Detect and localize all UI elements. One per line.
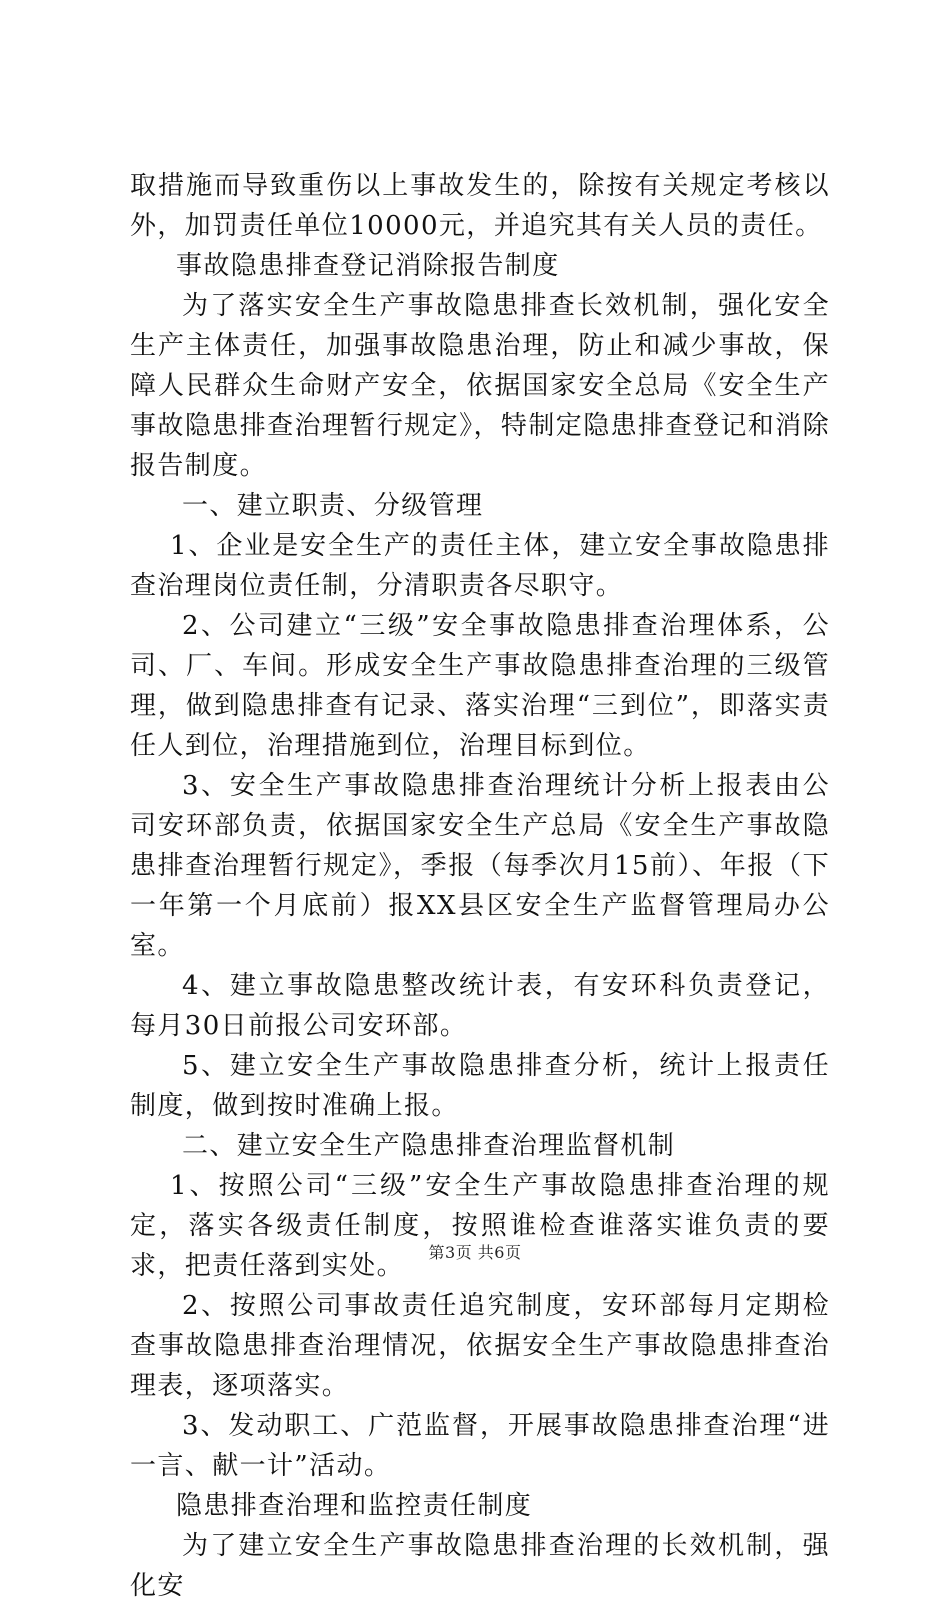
section-heading: 隐患排查治理和监控责任制度 <box>176 1491 533 1521</box>
subsection-heading: 二、建立安全生产隐患排查治理监督机制 <box>182 1131 676 1161</box>
list-item: 2、按照公司事故责任追究制度，安环部每月定期检查事故隐患排查治理情况，依据安全生产事故隐患排查治理表，逐项落实。 <box>130 1291 830 1401</box>
list-item: 4、建立事故隐患整改统计表，有安环科负责登记，每月30日前报公司安环部。 <box>130 971 830 1041</box>
list-item: 1、按照公司“三级”安全生产事故隐患排查治理的规定，落实各级责任制度，按照谁检查谁落实谁负责的要求，把责任落到实处。 <box>130 1171 830 1281</box>
document-body <box>130 166 830 1606</box>
paragraph: 为了落实安全生产事故隐患排查长效机制，强化安全生产主体责任，加强事故隐患治理，防止和减少事故，保障人民群众生命财产安全，依据国家安全总局《安全生产事故隐患排查治理暂行规定》，特制定隐患排查登记和消除报告制度。 <box>130 291 830 481</box>
page-number-footer: 第3页 共6页 <box>428 1243 522 1262</box>
section-heading: 事故隐患排查登记消除报告制度 <box>176 251 560 281</box>
list-item: 2、公司建立“三级”安全事故隐患排查治理体系，公司、厂、车间。形成安全生产事故隐患排查治理的三级管理，做到隐患排查有记录、落实治理“三到位”，即落实责任人到位，治理措施到位，治理目标到位。 <box>130 611 830 761</box>
list-item: 1、企业是安全生产的责任主体，建立安全事故隐患排查治理岗位责任制，分清职责各尽职守。 <box>130 531 830 601</box>
list-item: 3、发动职工、广范监督，开展事故隐患排查治理“进一言、献一计”活动。 <box>130 1411 830 1481</box>
paragraph-continuation: 取措施而导致重伤以上事故发生的，除按有关规定考核以外，加罚责任单位10000元，并追究其有关人员的责任。 <box>130 171 830 241</box>
list-item: 5、建立安全生产事故隐患排查分析，统计上报责任制度，做到按时准确上报。 <box>130 1051 830 1121</box>
list-item: 3、安全生产事故隐患排查治理统计分析上报表由公司安环部负责，依据国家安全生产总局《安全生产事故隐患排查治理暂行规定》，季报（每季次月15前）、年报（下一年第一个月底前）报XX县区安全生产监督管理局办公室。 <box>130 771 830 961</box>
subsection-heading: 一、建立职责、分级管理 <box>182 491 484 521</box>
paragraph: 为了建立安全生产事故隐患排查治理的长效机制，强化安 <box>130 1531 830 1601</box>
